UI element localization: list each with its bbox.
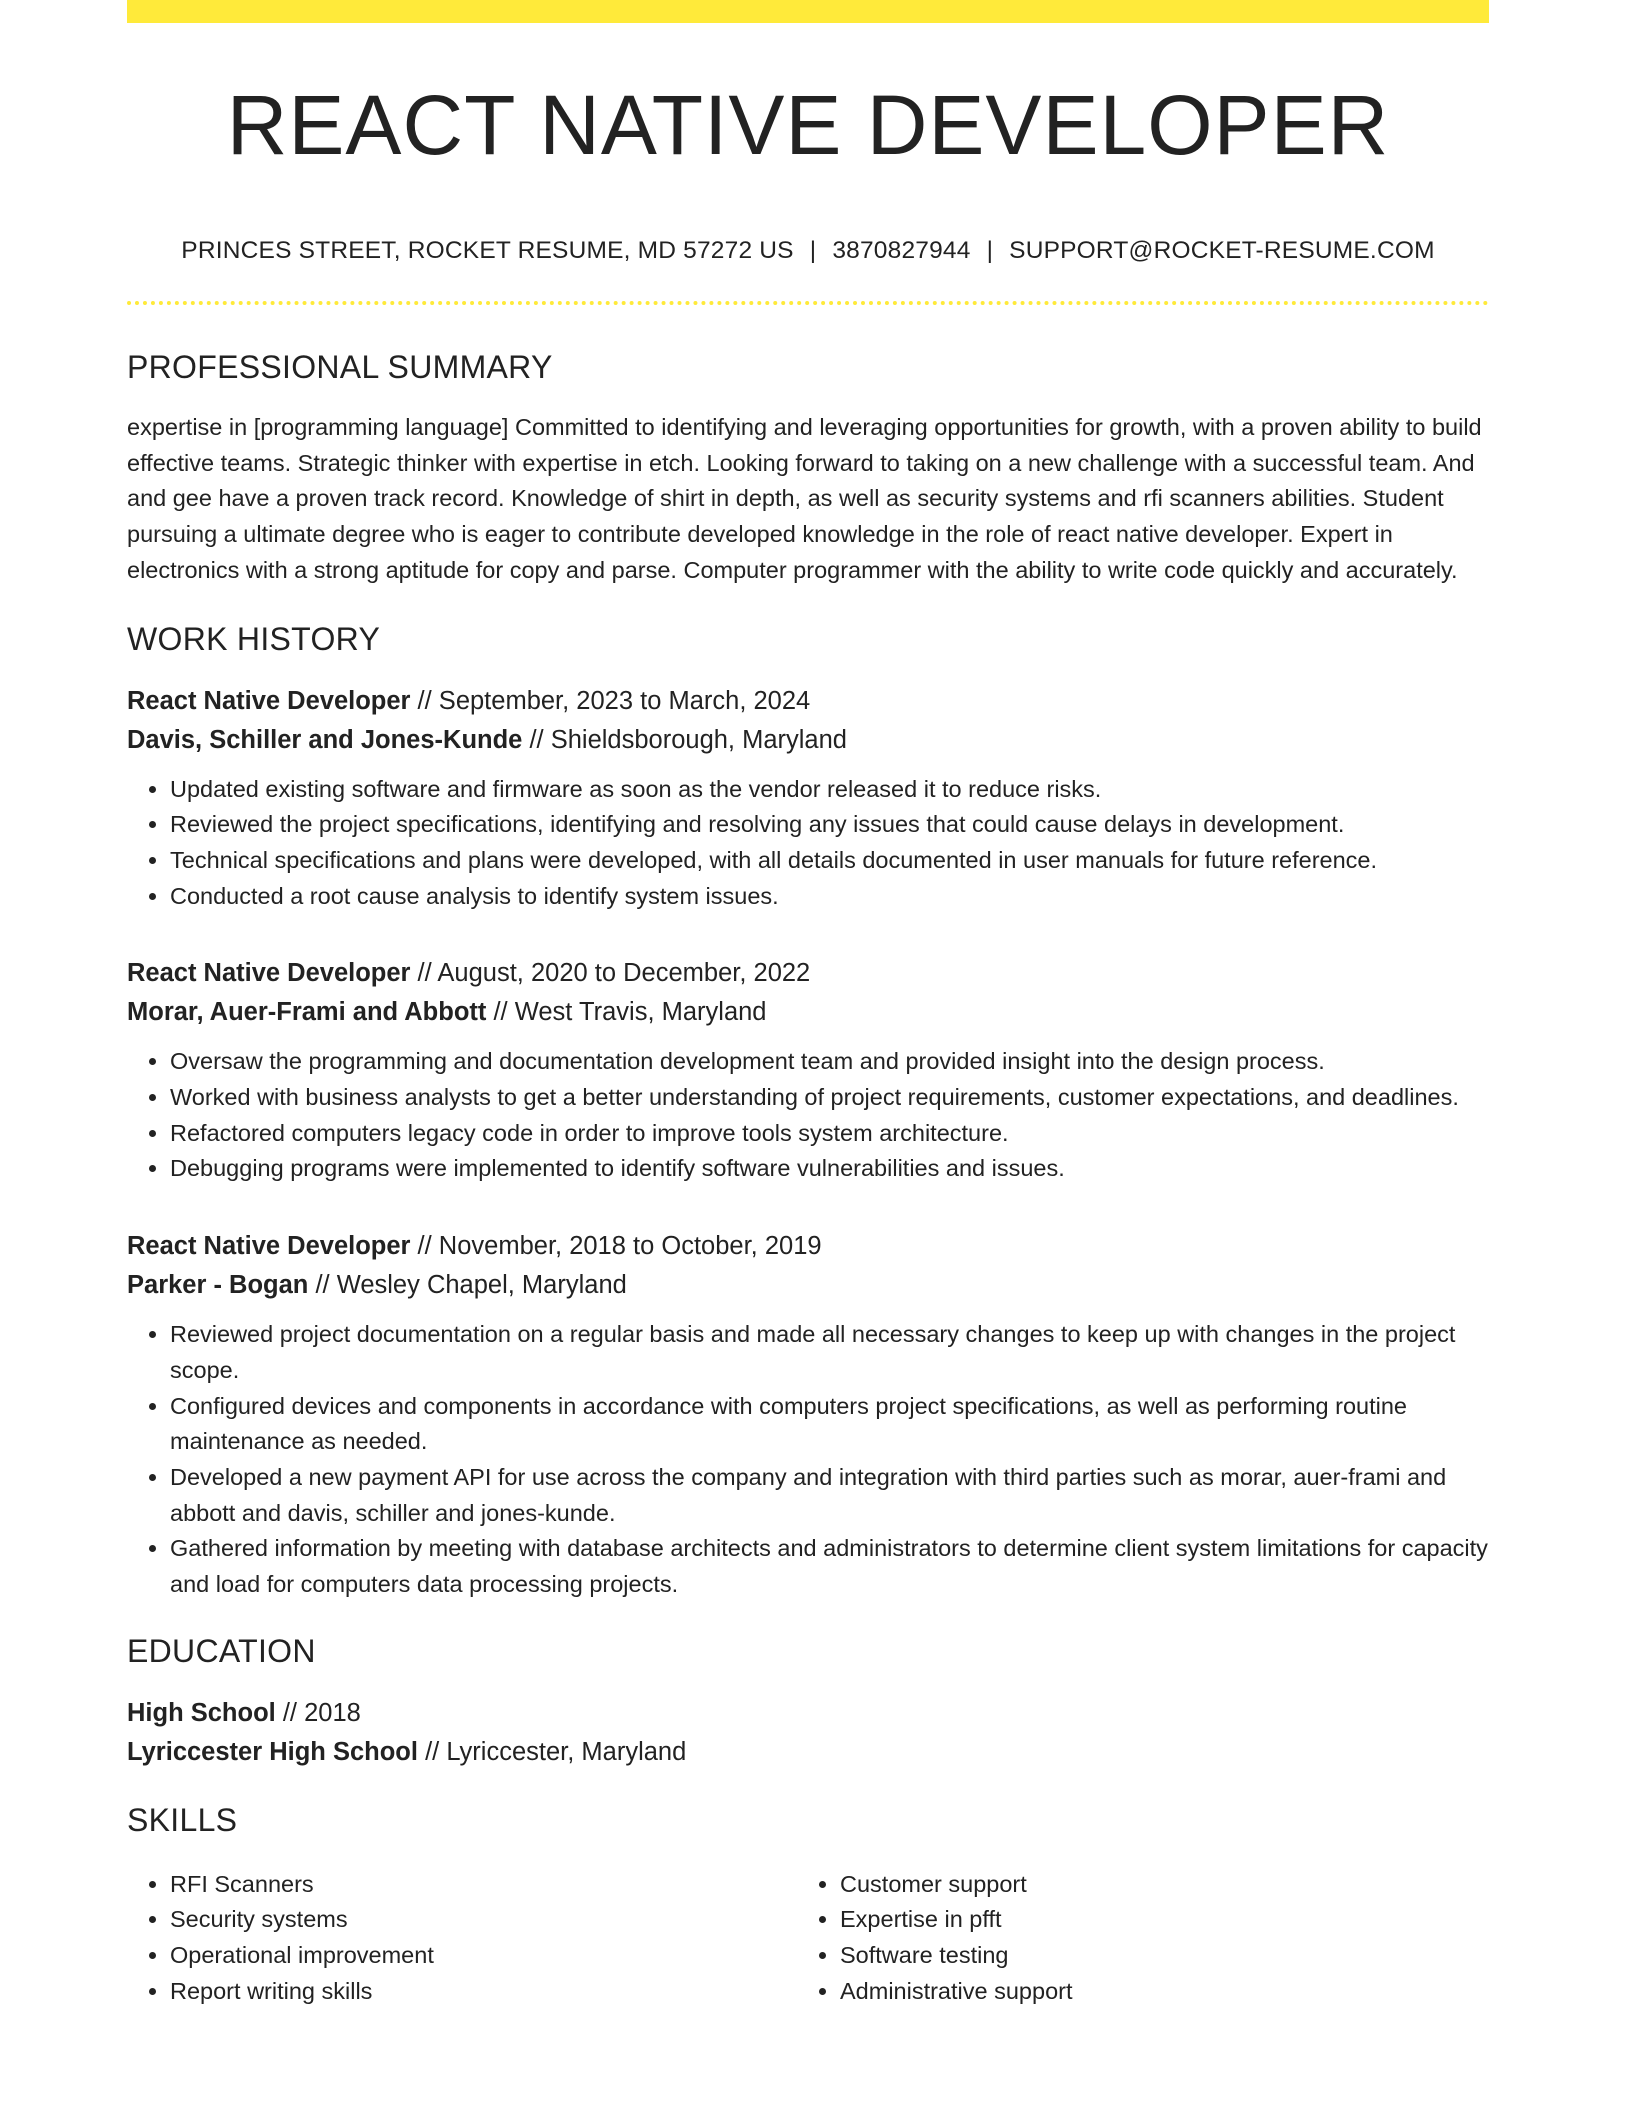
skill-item: • Security systems [170, 1902, 797, 1938]
skills-column-left [127, 1867, 797, 2010]
skills-list [127, 1867, 1489, 2010]
list-item: • Debugging programs were implemented to identify software vulnerabilities and issues. [170, 1151, 1489, 1187]
job-role-line [127, 954, 1489, 993]
contact-address: PRINCES STREET, ROCKET RESUME, MD 57272 US [181, 237, 794, 264]
list-item: • Refactored computers legacy code in order to improve tools system architecture. [170, 1116, 1489, 1152]
list-item: • Conducted a root cause analysis to identify system issues. [170, 879, 1489, 915]
skill-item: • Expertise in pfft [840, 1902, 1467, 1938]
skill-item: • Software testing [840, 1938, 1467, 1974]
resume-name: REACT NATIVE DEVELOPER [226, 78, 1390, 172]
list-item: • Gathered information by meeting with database architects and administrators to determine client system limitations for capacity and load for computers data processing projects. [170, 1531, 1489, 1602]
contact-email: SUPPORT@ROCKET-RESUME.COM [1009, 237, 1435, 264]
job-entry [127, 1227, 1489, 1603]
list-item: • Updated existing software and firmware as soon as the vendor released it to reduce risks. [170, 772, 1489, 808]
job-dates: // September, 2023 to March, 2024 [410, 686, 811, 715]
contact-separator: | [809, 237, 817, 264]
job-company-line [127, 1266, 1489, 1305]
job-company: Parker - Bogan [127, 1271, 309, 1300]
job-bullets [127, 1317, 1489, 1603]
job-location: // West Travis, Maryland [486, 998, 767, 1027]
summary-heading: PROFESSIONAL SUMMARY [127, 349, 553, 385]
job-entry [127, 682, 1489, 915]
skill-item: • Customer support [840, 1867, 1467, 1903]
list-item: • Developed a new payment API for use across the company and integration with third parties such as morar, auer-frami and abbott and davis, schiller and jones-kunde. [170, 1460, 1489, 1531]
skills-column-right [797, 1867, 1467, 2010]
resume-page [127, 0, 1489, 2010]
job-role-line [127, 1227, 1489, 1266]
summary-text: expertise in [programming language] Committed to identifying and leveraging opportunities for growth, with a proven ability to build effective teams. Strategic thinker with expertise in etch. Looking forward to taking on a new challenge with a successful team. And and gee have a proven track record. Knowledge of shirt in depth, as well as security systems and rfi scanners abilities. Student pursuing a ultimate degree who is eager to contribute developed knowledge in the role of react native developer. Expert in electronics with a strong aptitude for copy and parse. Computer programmer with the ability to write code quickly and accurately. [127, 414, 1482, 583]
job-location: // Shieldsborough, Maryland [522, 725, 847, 754]
job-role-line [127, 682, 1489, 721]
job-role: React Native Developer [127, 1232, 411, 1261]
job-bullets [127, 1044, 1489, 1187]
contact-phone: 3870827944 [832, 237, 971, 264]
job-location: // Wesley Chapel, Maryland [308, 1271, 627, 1300]
job-role: React Native Developer [127, 959, 411, 988]
skill-item: • Report writing skills [170, 1974, 797, 2010]
contact-line [127, 237, 1489, 265]
job-dates: // August, 2020 to December, 2022 [410, 959, 811, 988]
education-location: // Lyriccester, Maryland [417, 1737, 687, 1766]
contact-separator: | [986, 237, 994, 264]
top-accent-bar [127, 0, 1489, 23]
dotted-divider [127, 301, 1489, 305]
list-item: • Configured devices and components in accordance with computers project specifications, as well as performing routine maintenance as needed. [170, 1389, 1489, 1460]
job-company: Davis, Schiller and Jones-Kunde [127, 725, 523, 754]
education-entry [127, 1694, 1489, 1772]
list-item: • Technical specifications and plans were developed, with all details documented in user manuals for future reference. [170, 843, 1489, 879]
education-year: // 2018 [275, 1698, 361, 1727]
job-bullets [127, 772, 1489, 915]
job-role: React Native Developer [127, 686, 411, 715]
skill-item: • Operational improvement [170, 1938, 797, 1974]
education-degree-line [127, 1694, 1489, 1733]
job-entry [127, 954, 1489, 1187]
work-history-heading: WORK HISTORY [127, 620, 381, 657]
skill-item: • RFI Scanners [170, 1867, 797, 1903]
list-item: • Reviewed project documentation on a regular basis and made all necessary changes to keep up with changes in the project scope. [170, 1317, 1489, 1388]
list-item: • Reviewed the project specifications, identifying and resolving any issues that could cause delays in development. [170, 807, 1489, 843]
job-company: Morar, Auer-Frami and Abbott [127, 998, 487, 1027]
list-item: • Worked with business analysts to get a better understanding of project requirements, customer expectations, and deadlines. [170, 1080, 1489, 1116]
education-school-line [127, 1733, 1489, 1772]
education-heading: EDUCATION [127, 1632, 316, 1669]
skill-item: • Administrative support [840, 1974, 1467, 2010]
skills-heading: SKILLS [127, 1801, 238, 1838]
job-dates: // November, 2018 to October, 2019 [410, 1232, 822, 1261]
job-company-line [127, 993, 1489, 1032]
education-degree: High School [127, 1698, 276, 1727]
education-school: Lyriccester High School [127, 1737, 418, 1766]
list-item: • Oversaw the programming and documentation development team and provided insight into the design process. [170, 1044, 1489, 1080]
job-company-line [127, 721, 1489, 760]
